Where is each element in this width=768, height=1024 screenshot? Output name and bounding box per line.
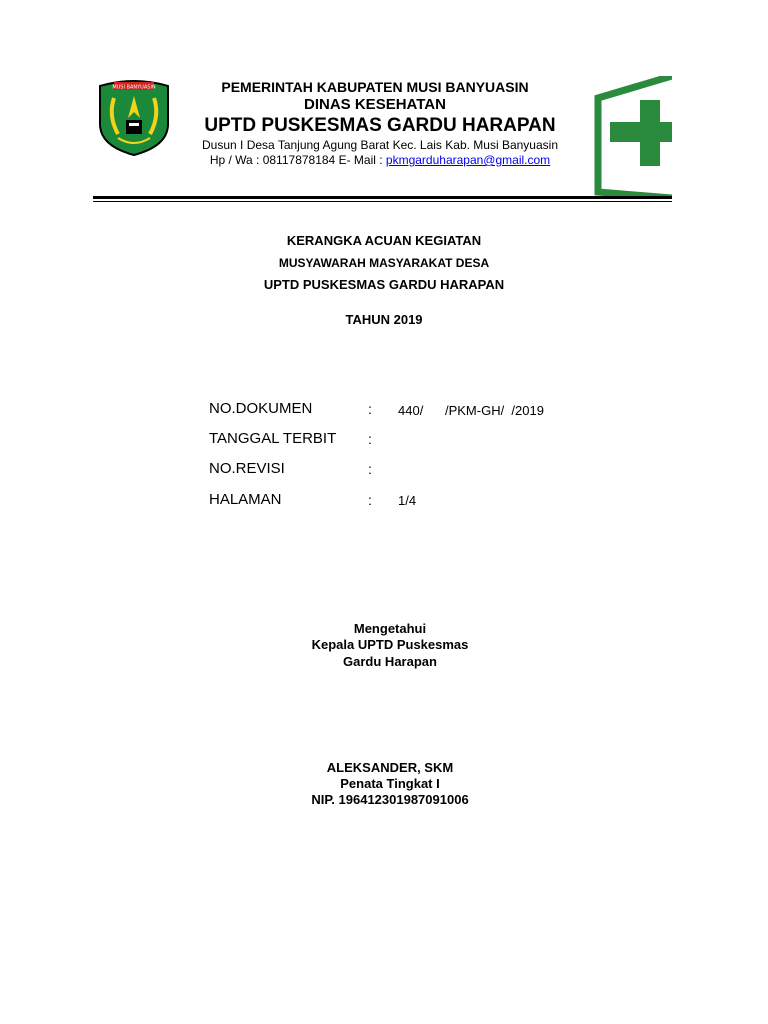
puskesmas-logo [590,76,672,198]
meta-value-halaman: 1/4 [398,493,417,508]
meta-colon: : [368,431,372,447]
doc-unit: UPTD PUSKESMAS GARDU HARAPAN [263,277,505,292]
meta-colon: : [368,461,372,477]
approval-line-3: Gardu Harapan [343,654,437,669]
meta-label-halaman: HALAMAN [209,491,282,508]
email-link[interactable]: pkmgarduharapan@gmail.com [385,153,551,167]
letterhead-rule-thin [93,201,672,202]
meta-colon: : [368,492,372,508]
doc-year: TAHUN 2019 [345,312,423,327]
letterhead-rule-thick [93,196,672,199]
kop-department: DINAS KESEHATAN [304,96,446,113]
emblem-banner-text: MUSI BANYUASIN [112,84,156,91]
approval-line-2: Kepala UPTD Puskesmas [311,637,469,652]
kop-address: Dusun I Desa Tanjung Agung Barat Kec. Lais Kab. Musi Banyuasin [202,138,558,152]
kop-contact [180,153,580,167]
doc-subtitle: MUSYAWARAH MASYARAKAT DESA [278,256,490,270]
signatory-rank: Penata Tingkat I [340,776,440,791]
kop-puskesmas-name: UPTD PUSKESMAS GARDU HARAPAN [204,115,556,136]
musi-banyuasin-emblem [96,78,172,156]
kop-contact-prefix: Hp / Wa : 08117878184 E- Mail : [209,153,386,167]
signatory-name: ALEKSANDER, SKM [326,760,454,775]
meta-colon: : [368,401,372,417]
meta-label-no-dokumen: NO.DOKUMEN [209,400,313,417]
doc-title: KERANGKA ACUAN KEGIATAN [286,233,482,248]
meta-label-no-revisi: NO.REVISI [209,460,285,477]
approval-line-1: Mengetahui [353,621,427,636]
meta-label-tanggal-terbit: TANGGAL TERBIT [209,430,337,447]
signatory-nip: NIP. 196412301987091006 [311,792,469,807]
kop-government: PEMERINTAH KABUPATEN MUSI BANYUASIN [221,79,529,95]
meta-value-no-dokumen: 440/ /PKM-GH/ /2019 [398,403,544,418]
